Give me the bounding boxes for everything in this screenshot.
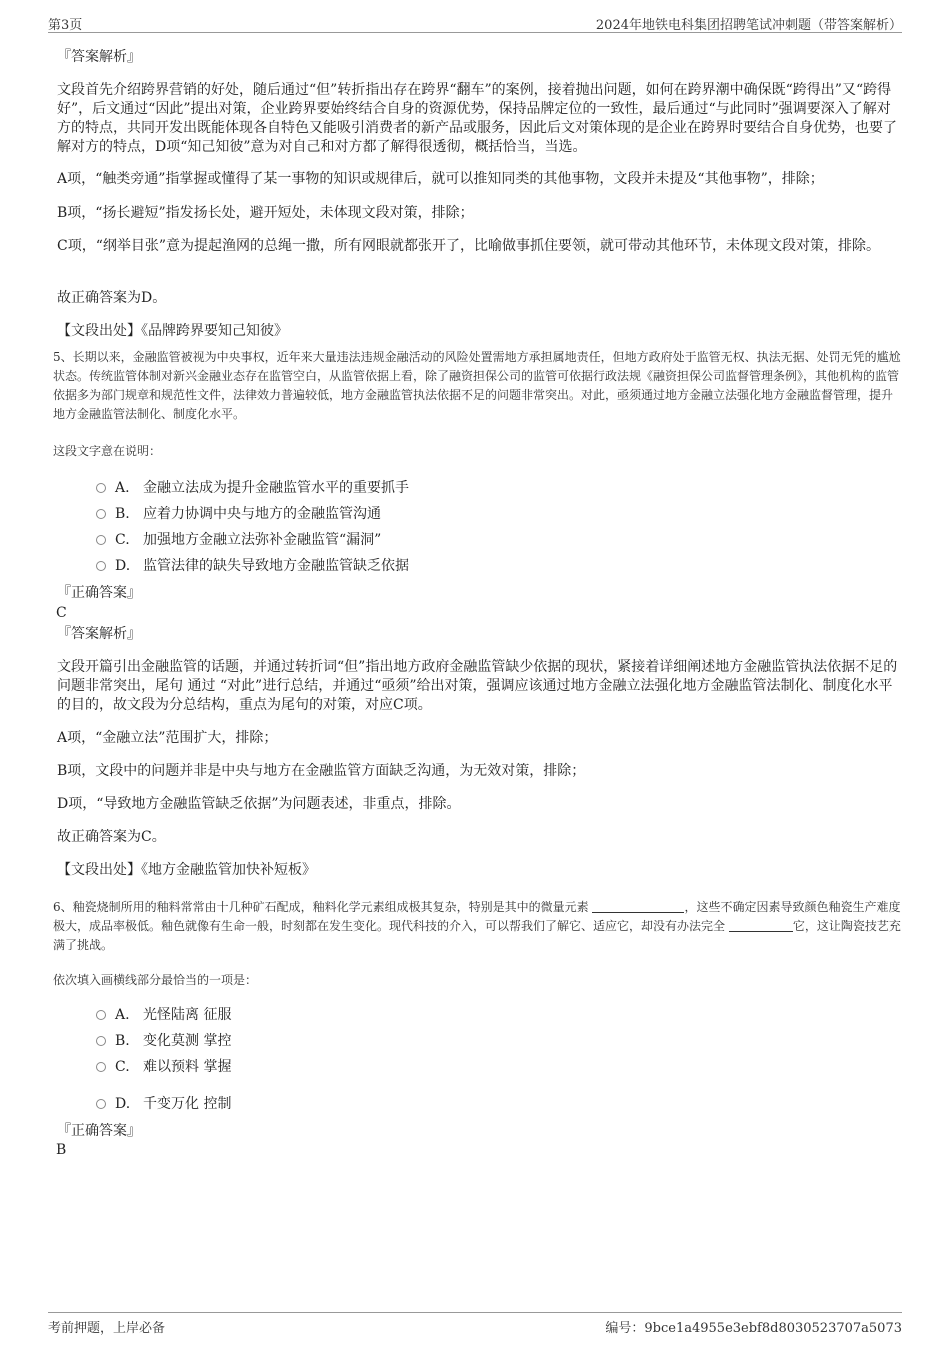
page-header <box>48 12 902 33</box>
q5-answer-label: 『正确答案』 <box>57 585 141 601</box>
q5-answer: C <box>56 605 67 621</box>
radio-button[interactable] <box>96 509 106 519</box>
blank-2 <box>729 919 793 932</box>
q5-analysis-label: 『答案解析』 <box>57 626 141 642</box>
q6-option-a[interactable]: A. 光怪陆离 征服 <box>96 1006 231 1025</box>
q6-answer: B <box>56 1142 67 1158</box>
q4-analysis-option-c: C项，“纲举目张”意为提起渔网的总绳一撒，所有网眼就都张开了，比喻做事抓住要领，就可带动其他环节，未体现文段对策，排除。 <box>57 238 881 254</box>
radio-button[interactable] <box>96 1062 106 1072</box>
q6-option-b[interactable]: B. 变化莫测 掌控 <box>96 1032 231 1051</box>
q4-source: 【文段出处】《品牌跨界要知己知彼》 <box>57 323 288 339</box>
q5-option-d[interactable]: D. 监管法律的缺失导致地方金融监管缺乏依据 <box>96 557 409 576</box>
q5-analysis-paragraph: 文段开篇引出金融监管的话题，并通过转折词“但”指出地方政府金融监管缺少依据的现状，紧接着详细阐述地方金融监管执法依据不足的问题非常突出，尾句 通过 “对此”进行总结，并通过“亟须”给出对策，强调应该通过地方金融立法强化地方金融监管法制化、制度化水平的目的，故文段为分总结构，重点为尾句的对策，对应C项。 <box>57 659 898 713</box>
q5-stem: 5、长期以来，金融监管被视为中央事权，近年来大量违法违规金融活动的风险处置需地方承担属地责任，但地方政府处于监管无权、执法无据、处罚无凭的尴尬状态。传统监管体制对新兴金融业态存在监管空白，从监管依据上看，除了融资担保公司的监管可依据行政法规《融资担保公司监督管理条例》，其他机构的监管依据多为部门规章和规范性文件，法律效力普遍较低，地方金融监管执法依据不足的问题非常突出。对此，亟须通过地方金融立法强化地方金融监督管理，提升地方金融监管法制化、制度化水平。 <box>53 350 901 421</box>
q4-analysis-paragraph: 文段首先介绍跨界营销的好处，随后通过“但”转折指出存在跨界“翻车”的案例，接着抛出问题，如何在跨界潮中确保既“跨得出”又“跨得好”，后文通过“因此”提出对策，企业跨界要始终结合自身的资源优势，保持品牌定位的一致性，最后通过“与此同时”强调要深入了解对方的特点，共同开发出既能体现各自特色又能吸引消费者的新产品或服务，因此后文对策体现的是企业在跨界时要结合自身优势，也要了解对方的特点，D项“知己知彼”意为对自己和对方都了解得很透彻，概括恰当，当选。 <box>57 82 897 155</box>
document-serial: 编号：9bce1a4955e3ebf8d8030523707a5073 <box>605 1321 902 1336</box>
blank-1 <box>592 900 684 913</box>
document-title: 2024年地铁电科集团招聘笔试冲刺题（带答案解析） <box>595 18 902 33</box>
q5-option-a[interactable]: A. 金融立法成为提升金融监管水平的重要抓手 <box>96 479 409 498</box>
q6-stem: 6、釉瓷烧制所用的釉料常常由十几种矿石配成，釉料化学元素组成极其复杂，特别是其中的微量元素 ，这些不确定因素导致颜色釉瓷生产难度极大，成品率极低。釉色就像有生命一般，时刻都在发生变化。现代科技的介入，可以帮我们了解它、适应它，却没有办法完全 它，这让陶瓷技艺充满了挑战。 <box>53 900 901 952</box>
q4-analysis-option-b: B项，“扬长避短”指发扬长处，避开短处，未体现文段对策，排除； <box>57 205 474 221</box>
radio-button[interactable] <box>96 1036 106 1046</box>
page-footer <box>48 1312 902 1335</box>
q6-answer-label: 『正确答案』 <box>57 1123 141 1139</box>
radio-button[interactable] <box>96 561 106 571</box>
q4-analysis-option-a: A项，“触类旁通”指掌握或懂得了某一事物的知识或规律后，就可以推知同类的其他事物，文段并未提及“其他事物”，排除； <box>57 171 824 187</box>
radio-button[interactable] <box>96 535 106 545</box>
q5-analysis-option-a: A项，“金融立法”范围扩大，排除； <box>57 730 278 746</box>
q5-option-b[interactable]: B. 应着力协调中央与地方的金融监管沟通 <box>96 505 381 524</box>
q4-conclusion: 故正确答案为D。 <box>57 290 167 306</box>
q6-question: 依次填入画横线部分最恰当的一项是： <box>53 973 258 987</box>
q5-question: 这段文字意在说明： <box>53 444 162 458</box>
q4-analysis-label: 『答案解析』 <box>57 49 141 65</box>
q6-option-c[interactable]: C. 难以预料 掌握 <box>96 1058 231 1077</box>
radio-button[interactable] <box>96 1099 106 1109</box>
q5-option-c[interactable]: C. 加强地方金融立法弥补金融监管“漏洞” <box>96 531 381 550</box>
q5-analysis-option-b: B项，文段中的问题并非是中央与地方在金融监管方面缺乏沟通，为无效对策，排除； <box>57 763 586 779</box>
q6-option-d[interactable]: D. 千变万化 控制 <box>96 1095 231 1114</box>
q5-conclusion: 故正确答案为C。 <box>57 829 166 845</box>
radio-button[interactable] <box>96 483 106 493</box>
page-number: 第3页 <box>48 18 83 33</box>
q5-source: 【文段出处】《地方金融监管加快补短板》 <box>57 862 316 878</box>
radio-button[interactable] <box>96 1010 106 1020</box>
footer-slogan: 考前押题，上岸必备 <box>48 1321 166 1336</box>
q5-analysis-option-d: D项，“导致地方金融监管缺乏依据”为问题表述，非重点，排除。 <box>57 796 461 812</box>
